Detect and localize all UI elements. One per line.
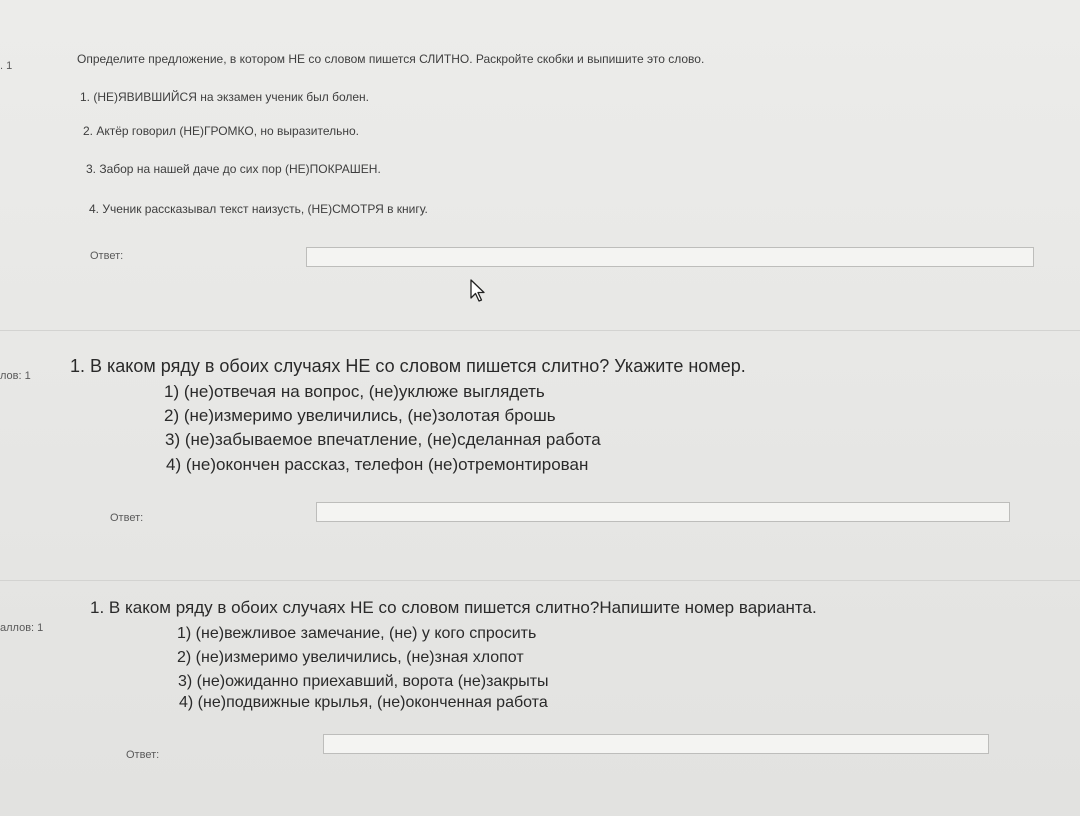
answer-label: Ответ:: [110, 512, 144, 524]
question-option: 1) (не)вежливое замечание, (не) у кого спросить: [177, 625, 537, 642]
question-option: 2) (не)измеримо увеличились, (не)зная хлопот: [177, 649, 524, 666]
question-title: 1. В каком ряду в обоих случаях НЕ со словом пишется слитно? Укажите номер.: [70, 356, 746, 376]
answer-label: Ответ:: [126, 749, 160, 761]
question-option: 1. (НЕ)ЯВИВШИЙСЯ на экзамен ученик был болен.: [80, 90, 370, 104]
question-option: 3. Забор на нашей даче до сих пор (НЕ)ПОКРАШЕН.: [86, 162, 381, 176]
question-title: Определите предложение, в котором НЕ со словом пишется СЛИТНО. Раскройте скобки и выпишите это слово.: [77, 52, 705, 66]
question-option: 4) (не)окончен рассказ, телефон (не)отремонтирован: [166, 455, 589, 474]
question-meta: лов: 1: [0, 370, 31, 382]
question-title: 1. В каком ряду в обоих случаях НЕ со словом пишется слитно?Напишите номер варианта.: [90, 598, 817, 617]
answer-input[interactable]: [306, 247, 1034, 267]
mouse-cursor-icon: [470, 279, 488, 303]
answer-input[interactable]: [316, 502, 1010, 522]
question-option: 4) (не)подвижные крылья, (не)оконченная работа: [179, 694, 548, 711]
question-option: 1) (не)отвечая на вопрос, (не)уклюже выглядеть: [164, 382, 545, 401]
answer-input[interactable]: [323, 734, 989, 754]
question-meta: . 1: [0, 60, 13, 72]
question-option: 2) (не)измеримо увеличились, (не)золотая брошь: [164, 406, 556, 425]
question-option: 4. Ученик рассказывал текст наизусть, (НЕ)СМОТРЯ в книгу.: [89, 202, 428, 216]
question-option: 3) (не)ожиданно приехавший, ворота (не)закрыты: [178, 673, 549, 690]
answer-label: Ответ:: [90, 250, 124, 262]
question-option: 2. Актёр говорил (НЕ)ГРОМКО, но выразительно.: [83, 124, 359, 138]
question-option: 3) (не)забываемое впечатление, (не)сделанная работа: [165, 430, 601, 449]
section-divider: [0, 580, 1080, 581]
section-divider: [0, 330, 1080, 331]
question-meta: аллов: 1: [0, 622, 44, 634]
